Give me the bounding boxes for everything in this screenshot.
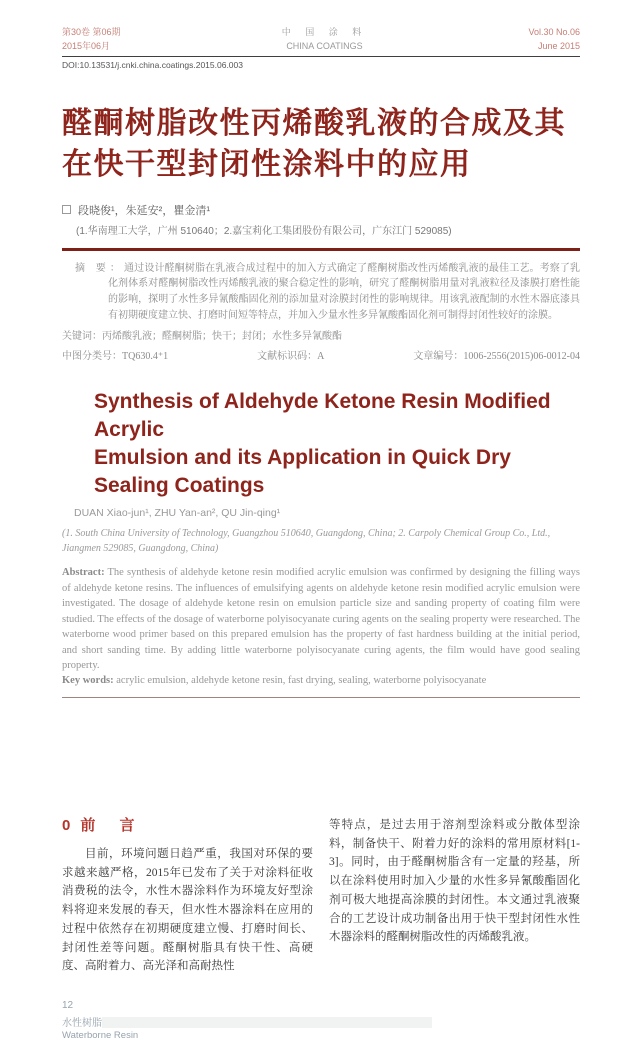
date-line-en: June 2015 xyxy=(537,40,580,51)
section-0-number: 0 xyxy=(62,816,71,834)
article-title-en-line1: Synthesis of Aldehyde Ketone Resin Modified Acrylic xyxy=(94,389,551,441)
section-0-title: 前 言 xyxy=(80,816,145,834)
article-title-cn xyxy=(62,104,580,186)
meta-row xyxy=(62,347,580,362)
body-paragraph-right: 等特点，是过去用于溶剂型涂料或分散体型涂料，制备快干、附着力好的涂料的常用原材料[1-3]。同时，由于醛酮树脂含有一定量的羟基，所以在涂料使用时加入少量的水性多异氰酸酯固化剂可极大地提高涂膜的封闭性。本文通过乳液聚合的工艺设计成功制备出用于快干型封闭性水性木器涂料的醛酮树脂改性的丙烯酸乳液。 xyxy=(329,818,580,944)
abstract-bottom-rule xyxy=(62,697,580,698)
authors-cn-row xyxy=(62,202,580,218)
article-body xyxy=(62,814,580,976)
journal-name xyxy=(282,26,368,53)
date-line: 2015年06月 xyxy=(62,40,111,51)
abstract-en-label: Abstract: xyxy=(62,567,105,579)
authors-en: DUAN Xiao-jun¹, ZHU Yan-an², QU Jin-qing¹ xyxy=(74,507,281,520)
volume-line: 第30卷 第06期 xyxy=(62,27,121,37)
article-title-en-line2: Emulsion and its Application in Quick Dry Sealing Coatings xyxy=(94,445,511,497)
body-column-right xyxy=(329,814,580,976)
author-marker-icon xyxy=(62,205,71,214)
header-divider xyxy=(62,56,580,57)
keywords-en-text: acrylic emulsion, aldehyde ketone resin, fast drying, sealing, waterborne polyisocyanate xyxy=(113,675,487,687)
journal-name-cn: 中 国 涂 料 xyxy=(281,27,368,37)
body-column-left xyxy=(62,814,313,976)
document-code: 文献标识码：A xyxy=(257,350,325,362)
page-footer xyxy=(62,1000,580,1041)
volume-issue-en xyxy=(528,26,580,53)
journal-header xyxy=(62,26,580,53)
footer-label-en: Waterborne Resin xyxy=(62,1029,139,1041)
article-id: 文章编号：1006-2556(2015)06-0012-04 xyxy=(413,350,580,362)
keywords-en-label: Key words: xyxy=(62,675,114,687)
article-title-cn-line2: 在快干型封闭性涂料中的应用 xyxy=(62,147,472,181)
page-number: 12 xyxy=(62,999,74,1011)
section-0-heading xyxy=(62,814,313,835)
keywords-cn-text: 丙烯酸乳液；醛酮树脂；快干；封闭；水性多异氰酸酯 xyxy=(102,330,342,342)
abstract-top-rule xyxy=(62,248,580,251)
keywords-en xyxy=(62,673,580,688)
affiliation-cn: (1.华南理工大学，广州 510640；2.嘉宝莉化工集团股份有限公司，广东江门 529085) xyxy=(76,225,452,237)
abstract-cn xyxy=(62,261,580,324)
abstract-en-text: The synthesis of aldehyde ketone resin modified acrylic emulsion was confirmed by designing the filling ways of aldehyde ketone resins. The influences of emulsifying agents on aldehyde ketone resin modified acrylic emulsion were investigated. The dosage of aldehyde ketone resin on emulsion particle size and sanding property of coating film were studied. The effects of the dosage of waterborne polyisocyanate curing agents on the sealing property were researched. The waterborne wood primer based on this prepared emulsion has the property of fast hardness building at the initial period, and short sanding time. By adding little waterborne polyisocyanate curing agents, the film would have good sealing property. xyxy=(62,567,580,671)
volume-issue-cn xyxy=(62,26,121,53)
footer-label-cn: 水性树脂 xyxy=(62,1017,102,1029)
volume-line-en: Vol.30 No.06 xyxy=(528,27,580,37)
journal-name-en: CHINA COATINGS xyxy=(286,40,363,51)
doi-line: DOI:10.13531/j.cnki.china.coatings.2015.06.003 xyxy=(62,60,243,70)
keywords-cn xyxy=(62,327,580,342)
article-title-cn-line1: 醛酮树脂改性丙烯酸乳液的合成及其 xyxy=(62,107,566,140)
article-title-en xyxy=(62,388,580,500)
clc-number: 中图分类号：TQ630.4⁺1 xyxy=(62,350,169,362)
keywords-cn-label: 关键词： xyxy=(62,330,102,342)
body-paragraph-left: 目前，环境问题日趋严重，我国对环保的要求越来越严格，2015年已发布了关于对涂料征收消费税的法令，水性木器涂料作为环境友好型涂料将迎来发展的春天，但水性木器涂料在应用的过程中依然存在初期硬度建立慢、打磨时间长、封闭性差等问题。醛酮树脂具有快干性、高硬度、高附着力、高光泽和高耐热性 xyxy=(62,847,313,973)
abstract-cn-text: 通过设计醛酮树脂在乳液合成过程中的加入方式确定了醛酮树脂改性丙烯酸乳液的最佳工艺。考察了乳化剂体系对醛酮树脂改性丙烯酸乳液的聚合稳定性的影响，研究了醛酮树脂用量对乳液粒径及漆膜打磨性能的影响，探明了水性多异氰酸酯固化剂的添加量对涂膜封闭性的影响规律。用该乳液配制的水性木器底漆具有初期硬度建立快、打磨时间短等特点，并加入少量水性多异氰酸酯固化剂可制得封闭性较好的涂膜。 xyxy=(108,262,581,321)
authors-cn: 段晓俊¹，朱延安²，瞿金清¹ xyxy=(78,204,210,217)
abstract-en xyxy=(62,565,580,673)
abstract-cn-label: 摘 要： xyxy=(75,262,125,274)
affiliation-en: (1. South China University of Technology, Guangzhou 510640, Guangdong, China; 2. Carpoly Chemical Group Co., Ltd., Jiangmen 529085, Guangdong, China) xyxy=(62,528,551,555)
